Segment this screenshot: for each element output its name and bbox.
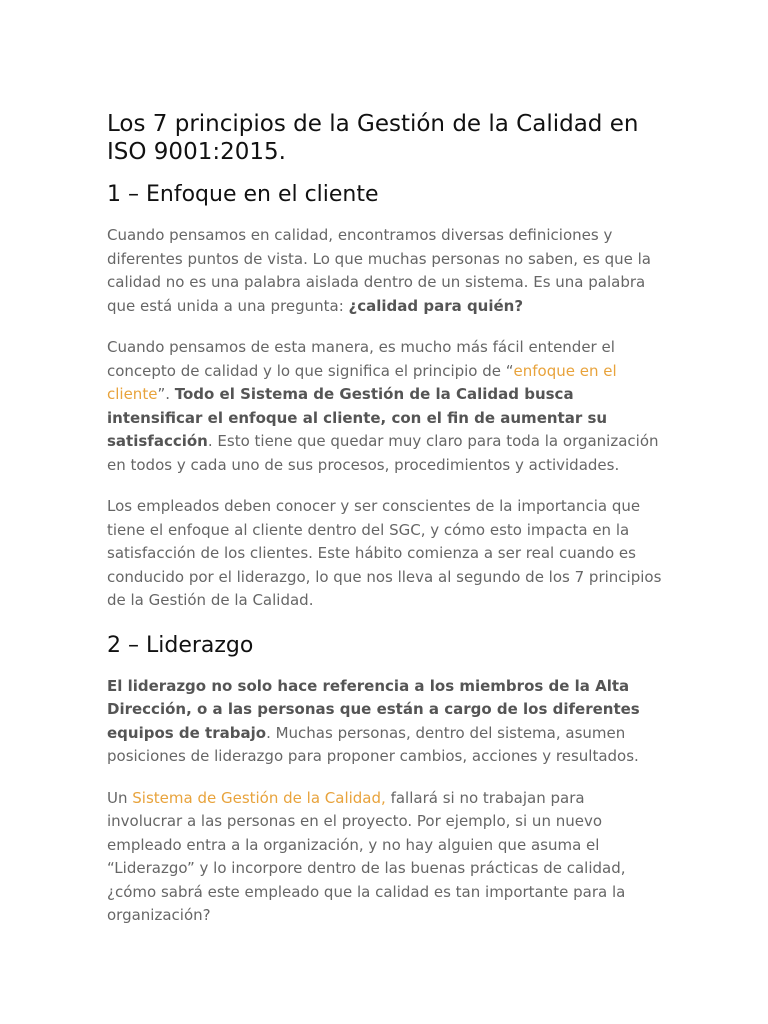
- paragraph-4: [107, 675, 664, 769]
- paragraph-4-text: . Muchas personas, dentro del sistema, asumen posiciones de liderazgo para proponer cambios, acciones y resultados.: [107, 723, 639, 765]
- paragraph-5-text-b: fallará si no trabajan para involucrar a las personas en el proyecto. Por ejemplo, si un nuevo empleado entra a la organización, y no hay alguien que asuma el “Liderazgo” y lo incorpore dentro de las buenas prácticas de calidad, ¿cómo sabrá este empleado que la calidad es tan importante para la organización?: [107, 788, 626, 924]
- document-title: Los 7 principios de la Gestión de la Calidad en ISO 9001:2015.: [107, 111, 639, 165]
- paragraph-3-text: Los empleados deben conocer y ser conscientes de la importancia que tiene el enfoque al cliente dentro del SGC, y cómo esto impacta en la satisfacción de los clientes. Este hábito comienza a ser real cuando es conducido por el liderazgo, lo que nos lleva al segundo de los 7 principios de la Gestión de la Calidad.: [107, 497, 662, 609]
- paragraph-5-text-a: Un: [107, 788, 133, 807]
- paragraph-1-text: Cuando pensamos en calidad, encontramos diversas definiciones y diferentes puntos de vista. Lo que muchas personas no saben, es que la calidad no es una palabra aislada dentro de un sistema. Es una palabra que está unida a una pregunta:: [107, 226, 651, 315]
- link-sistema-gestion-calidad[interactable]: Sistema de Gestión de la Calidad,: [132, 788, 386, 807]
- link-enfoque-en-el-cliente[interactable]: enfoque en el cliente: [107, 361, 617, 403]
- paragraph-2-bold: Todo el Sistema de Gestión de la Calidad busca intensificar el enfoque al cliente, con el fin de aumentar su satisfacción: [107, 385, 608, 450]
- paragraph-5: [107, 787, 664, 928]
- paragraph-2-text-c: . Esto tiene que quedar muy claro para toda la organización en todos y cada uno de sus procesos, procedimientos y actividades.: [107, 432, 659, 474]
- section-heading-liderazgo: 2 – Liderazgo: [107, 632, 254, 658]
- paragraph-4-bold: El liderazgo no solo hace referencia a los miembros de la Alta Dirección, o a las personas que están a cargo de los diferentes equipos de trabajo: [107, 676, 640, 742]
- paragraph-3: [107, 495, 664, 613]
- paragraph-2-text-b: ”.: [157, 385, 175, 403]
- paragraph-1-bold: ¿calidad para quién?: [348, 296, 524, 315]
- paragraph-1: [107, 224, 664, 318]
- paragraph-2: [107, 336, 664, 477]
- paragraph-2-text-a: Cuando pensamos de esta manera, es mucho más fácil entender el concepto de calidad y lo que significa el principio de “: [107, 338, 615, 380]
- section-heading-enfoque-cliente: 1 – Enfoque en el cliente: [107, 182, 379, 207]
